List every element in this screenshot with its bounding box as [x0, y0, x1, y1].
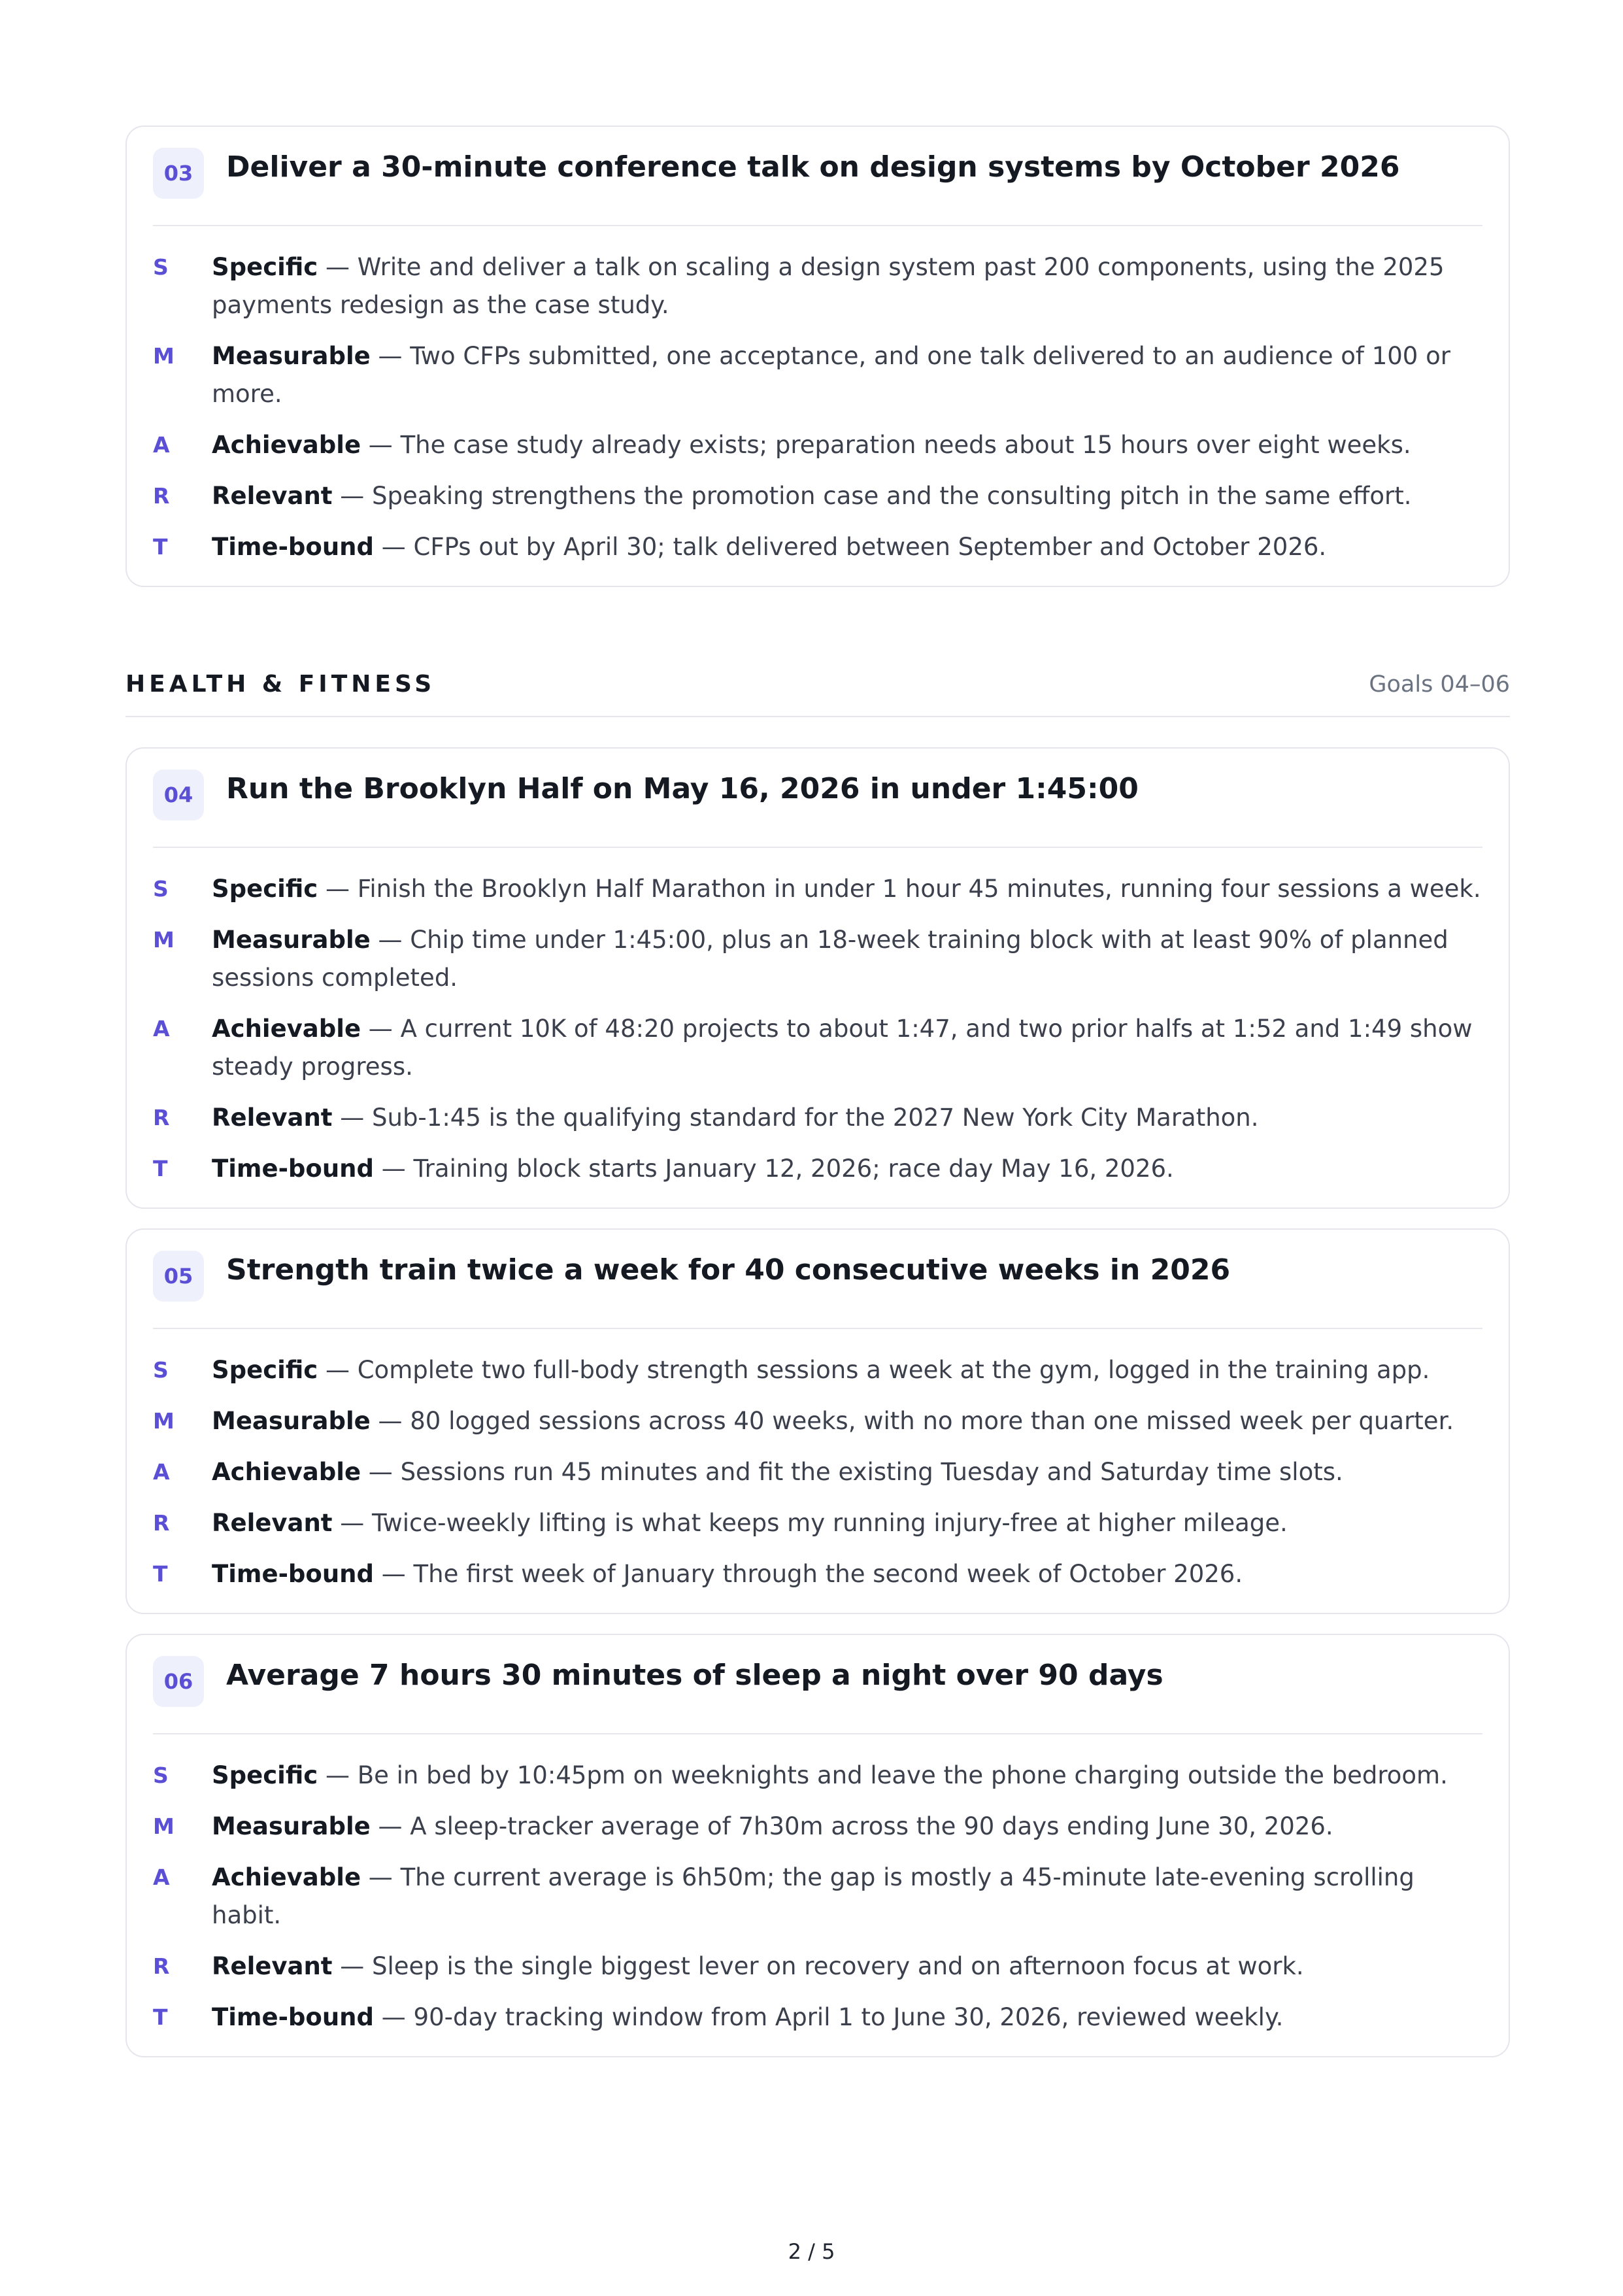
smart-label: Achievable — [212, 1458, 361, 1486]
smart-label: Time-bound — [212, 1560, 374, 1588]
smart-letter: A — [153, 1016, 170, 1041]
smart-label: Specific — [212, 875, 318, 903]
card-gap — [125, 1614, 1510, 1634]
smart-letter: M — [153, 1408, 175, 1434]
card-gap — [125, 1209, 1510, 1228]
goal-number-badge: 06 — [153, 1656, 204, 1707]
smart-letter: T — [153, 2004, 168, 2030]
smart-row-measurable — [153, 1402, 1482, 1440]
smart-text — [212, 1150, 1482, 1188]
document-page — [125, 126, 1510, 2057]
smart-label: Time-bound — [212, 2003, 374, 2031]
smart-letter: A — [153, 1865, 170, 1890]
section-header — [125, 671, 1510, 717]
smart-row-relevant — [153, 477, 1482, 515]
smart-list — [153, 1734, 1482, 2036]
goal-title: Strength train twice a week for 40 consecutive weeks in 2026 — [226, 1253, 1231, 1287]
smart-description: — Complete two full-body strength sessions a week at the gym, logged in the training app. — [318, 1356, 1430, 1384]
smart-text — [212, 1555, 1482, 1593]
smart-row-measurable — [153, 1808, 1482, 1846]
smart-text — [212, 1999, 1482, 2036]
smart-text — [212, 337, 1482, 413]
smart-description: — Finish the Brooklyn Half Marathon in under 1 hour 45 minutes, running four sessions a week. — [318, 875, 1481, 903]
smart-letter: T — [153, 1156, 168, 1181]
smart-row-achievable — [153, 1453, 1482, 1491]
smart-row-specific — [153, 870, 1482, 908]
smart-text — [212, 1099, 1482, 1137]
smart-description: — A current 10K of 48:20 projects to about 1:47, and two prior halfs at 1:52 and 1:49 show steady progress. — [212, 1015, 1473, 1081]
smart-description: — Chip time under 1:45:00, plus an 18-week training block with at least 90% of planned sessions completed. — [212, 926, 1448, 992]
smart-row-time-bound — [153, 1555, 1482, 1593]
smart-label: Achievable — [212, 1015, 361, 1043]
smart-text — [212, 1010, 1482, 1086]
smart-label: Achievable — [212, 431, 361, 459]
smart-description: — Sessions run 45 minutes and fit the existing Tuesday and Saturday time slots. — [361, 1458, 1343, 1486]
section-range: Goals 04–06 — [1369, 671, 1510, 698]
smart-letter: R — [153, 1105, 170, 1130]
smart-row-time-bound — [153, 1150, 1482, 1188]
smart-description: — The first week of January through the second week of October 2026. — [374, 1560, 1243, 1588]
smart-text — [212, 1351, 1482, 1389]
smart-row-relevant — [153, 1504, 1482, 1542]
smart-text — [212, 921, 1482, 997]
smart-text — [212, 870, 1482, 908]
smart-letter: R — [153, 483, 170, 509]
smart-text — [212, 1453, 1482, 1491]
smart-text — [212, 1402, 1482, 1440]
smart-label: Relevant — [212, 482, 333, 510]
smart-text — [212, 528, 1482, 566]
smart-letter: M — [153, 927, 175, 953]
smart-description: — Twice-weekly lifting is what keeps my running injury-free at higher mileage. — [332, 1509, 1288, 1537]
smart-letter: R — [153, 1510, 170, 1536]
goal-card-05 — [125, 1228, 1510, 1614]
smart-letter: M — [153, 1814, 175, 1839]
smart-list — [153, 1329, 1482, 1593]
goal-header — [153, 1635, 1482, 1734]
smart-row-specific — [153, 248, 1482, 324]
goal-title: Deliver a 30-minute conference talk on design systems by October 2026 — [226, 150, 1400, 184]
smart-letter: A — [153, 1459, 170, 1485]
smart-description: — 90-day tracking window from April 1 to June 30, 2026, reviewed weekly. — [374, 2003, 1284, 2031]
smart-row-time-bound — [153, 1999, 1482, 2036]
smart-description: — Write and deliver a talk on scaling a design system past 200 components, using the 2025 payments redesign as the case study. — [212, 253, 1445, 319]
smart-description: — A sleep-tracker average of 7h30m across the 90 days ending June 30, 2026. — [370, 1812, 1333, 1840]
smart-description: — The current average is 6h50m; the gap is mostly a 45-minute late-evening scrolling habit. — [212, 1863, 1414, 1929]
smart-description: — Sleep is the single biggest lever on recovery and on afternoon focus at work. — [332, 1952, 1304, 1980]
smart-text — [212, 248, 1482, 324]
goal-number-badge: 03 — [153, 148, 204, 199]
goal-card-06 — [125, 1634, 1510, 2057]
smart-label: Relevant — [212, 1952, 333, 1980]
smart-label: Specific — [212, 1761, 318, 1789]
smart-text — [212, 477, 1482, 515]
smart-label: Relevant — [212, 1104, 333, 1132]
goal-number-badge: 04 — [153, 769, 204, 820]
smart-text — [212, 1808, 1482, 1846]
smart-letter: A — [153, 432, 170, 458]
smart-text — [212, 1757, 1482, 1795]
smart-label: Relevant — [212, 1509, 333, 1537]
smart-description: — Speaking strengthens the promotion case and the consulting pitch in the same effort. — [332, 482, 1412, 510]
smart-row-achievable — [153, 1859, 1482, 1934]
smart-description: — 80 logged sessions across 40 weeks, with no more than one missed week per quarter. — [370, 1407, 1454, 1435]
smart-label: Time-bound — [212, 533, 374, 561]
smart-letter: S — [153, 1357, 169, 1383]
smart-label: Measurable — [212, 1812, 371, 1840]
smart-description: — Two CFPs submitted, one acceptance, and one talk delivered to an audience of 100 or more. — [212, 342, 1450, 408]
smart-label: Specific — [212, 1356, 318, 1384]
smart-row-measurable — [153, 921, 1482, 997]
smart-row-relevant — [153, 1099, 1482, 1137]
goal-title: Run the Brooklyn Half on May 16, 2026 in under 1:45:00 — [226, 772, 1139, 805]
smart-letter: R — [153, 1953, 170, 1979]
smart-row-relevant — [153, 1948, 1482, 1985]
smart-row-achievable — [153, 426, 1482, 464]
smart-label: Measurable — [212, 1407, 371, 1435]
smart-letter: M — [153, 343, 175, 369]
smart-label: Measurable — [212, 926, 371, 954]
smart-description: — CFPs out by April 30; talk delivered between September and October 2026. — [374, 533, 1327, 561]
goal-number-badge: 05 — [153, 1251, 204, 1302]
smart-text — [212, 426, 1482, 464]
smart-description: — Sub-1:45 is the qualifying standard for the 2027 New York City Marathon. — [332, 1104, 1259, 1132]
smart-row-achievable — [153, 1010, 1482, 1086]
smart-letter: T — [153, 1561, 168, 1587]
section-title: HEALTH & FITNESS — [125, 671, 436, 698]
smart-list — [153, 226, 1482, 566]
smart-label: Measurable — [212, 342, 371, 370]
smart-list — [153, 848, 1482, 1188]
goal-card-03 — [125, 126, 1510, 587]
smart-description: — Be in bed by 10:45pm on weeknights and leave the phone charging outside the bedroom. — [318, 1761, 1448, 1789]
smart-letter: S — [153, 254, 169, 280]
smart-description: — Training block starts January 12, 2026; race day May 16, 2026. — [374, 1155, 1174, 1183]
smart-label: Achievable — [212, 1863, 361, 1891]
smart-letter: S — [153, 1763, 169, 1788]
smart-label: Time-bound — [212, 1155, 374, 1183]
goal-header — [153, 127, 1482, 226]
smart-row-specific — [153, 1757, 1482, 1795]
smart-letter: S — [153, 876, 169, 902]
smart-letter: T — [153, 534, 168, 560]
goal-header — [153, 1230, 1482, 1329]
goal-title: Average 7 hours 30 minutes of sleep a night over 90 days — [226, 1659, 1163, 1692]
smart-row-time-bound — [153, 528, 1482, 566]
smart-text — [212, 1948, 1482, 1985]
page-number: 2 / 5 — [788, 2239, 835, 2264]
goal-header — [153, 749, 1482, 848]
smart-text — [212, 1859, 1482, 1934]
smart-label: Specific — [212, 253, 318, 281]
smart-description: — The case study already exists; preparation needs about 15 hours over eight weeks. — [361, 431, 1411, 459]
goal-card-04 — [125, 747, 1510, 1209]
smart-text — [212, 1504, 1482, 1542]
smart-row-measurable — [153, 337, 1482, 413]
smart-row-specific — [153, 1351, 1482, 1389]
